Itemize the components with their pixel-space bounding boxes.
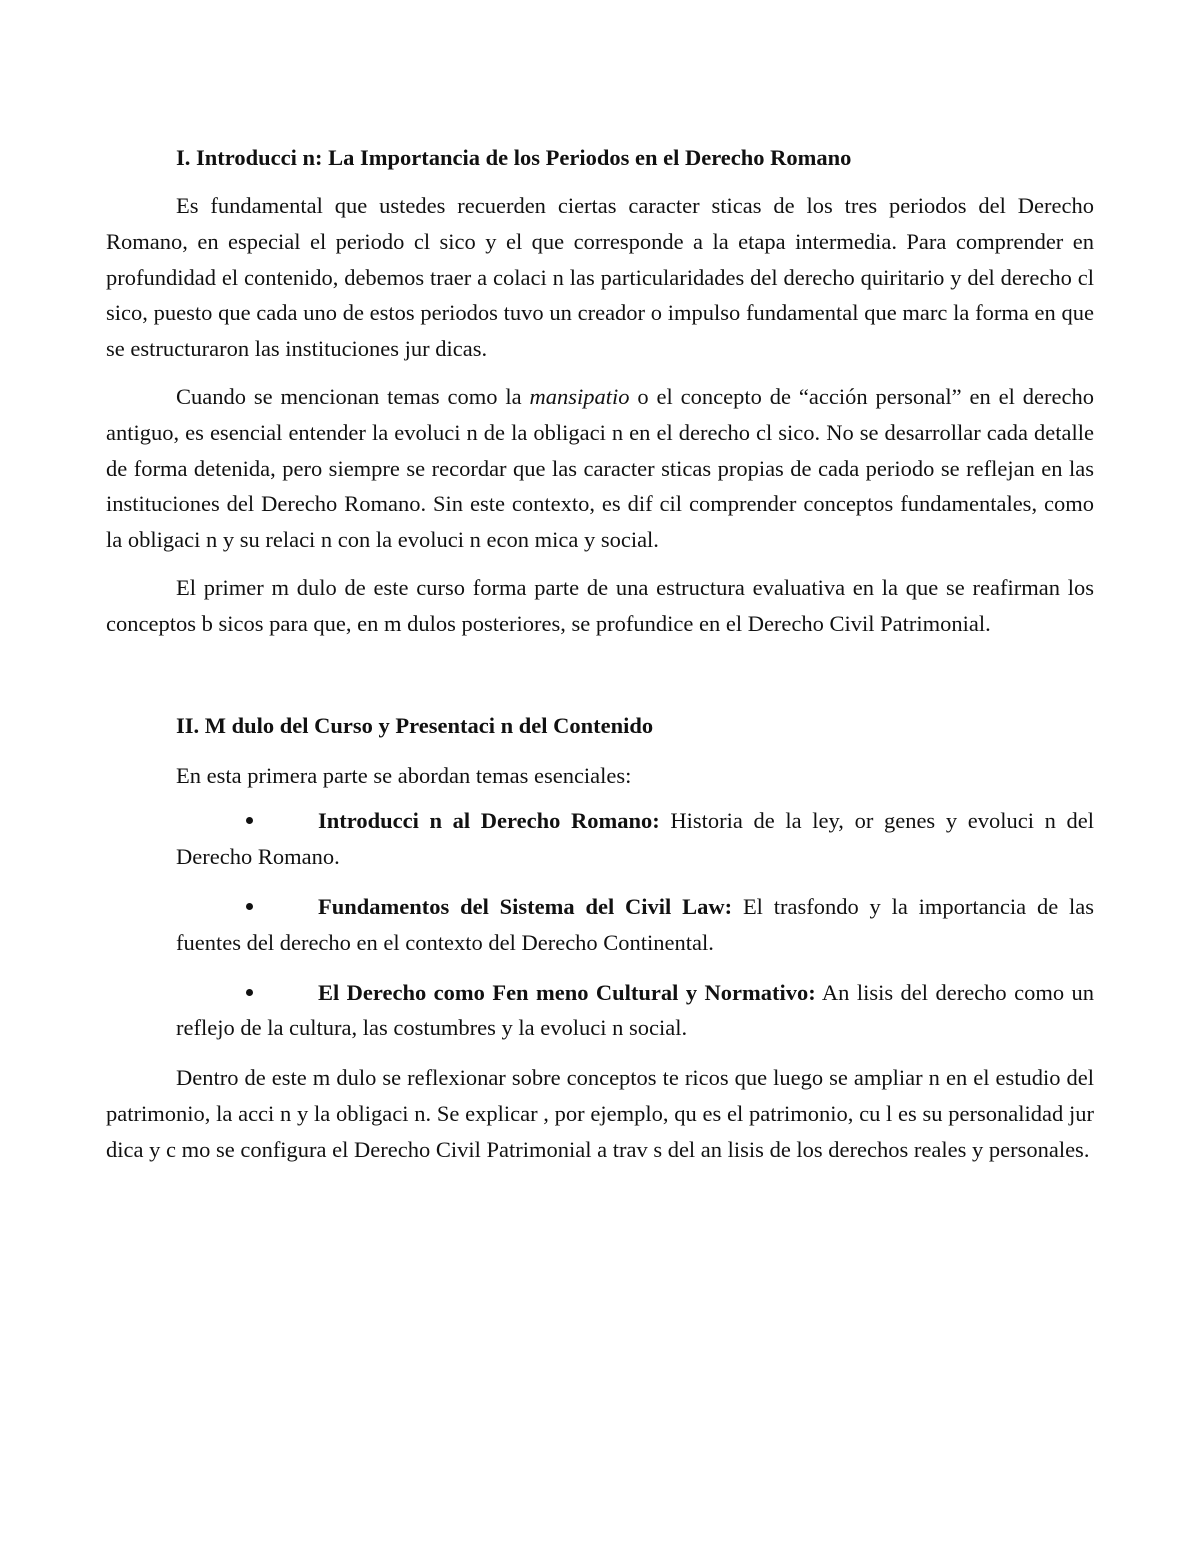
list-item (176, 975, 1094, 1047)
section-2-intro: En esta primera parte se abordan temas esenciales: (176, 762, 632, 788)
mansipatio-term: mansipatio (529, 383, 630, 409)
list-item (176, 889, 1094, 961)
section-1-paragraph-3: El primer m dulo de este curso forma parte de una estructura evaluativa en la que se reafirman los conceptos b sicos para que, en m dulos posteriores, se profundice en el Derecho Civil Patrimonial. (106, 574, 1094, 636)
list-item-title: Introducci n al Derecho Romano: (318, 808, 660, 834)
bullet-icon (246, 817, 253, 824)
section-spacer (106, 654, 1094, 706)
list-item-title: El Derecho como Fen meno Cultural y Normativo: (318, 979, 816, 1005)
bullet-icon (246, 903, 253, 910)
section-1-paragraph-2 (106, 379, 1094, 558)
section-2-paragraph-final: Dentro de este m dulo se reflexionar sobre conceptos te ricos que luego se ampliar n en el estudio del patrimonio, la acci n y la obligaci n. Se explicar , por ejemplo, qu es el patrimonio, cu l es su personalidad jur dica y c mo se configura el Derecho Civil Patrimonial a trav s del an lisis de los derechos reales y personales. (106, 1065, 1094, 1162)
list-item-text: Historia de la ley, or genes y evoluci n del Derecho Romano. (176, 808, 1094, 870)
paragraph-2-rest: o el concepto de “acción personal” en el derecho antiguo, es esencial entender la evoluci n de la obligaci n en el derecho cl sico. No se desarrollar cada detalle de forma detenida, pero siempre se recordar que las caracter sticas propias de cada periodo se reflejan en las instituciones del Derecho Romano. Sin este contexto, es dif cil comprender conceptos fundamentales, como la obligaci n y su relaci n con la evoluci n econ mica y social. (106, 383, 1094, 553)
list-item-text: El trasfondo y la importancia de las fuentes del derecho en el contexto del Derecho Continental. (176, 893, 1094, 955)
list-item-text: An lisis del derecho como un reflejo de la cultura, las costumbres y la evoluci n social. (176, 979, 1095, 1041)
section-1-heading: I. Introducci n: La Importancia de los Periodos en el Derecho Romano (176, 145, 852, 170)
topics-list (106, 803, 1094, 1046)
paragraph-2-lead: Cuando se mencionan temas como la (176, 383, 530, 409)
list-item (176, 803, 1094, 875)
document-page (106, 138, 1094, 1180)
bullet-icon (246, 989, 253, 996)
section-2-heading: II. M dulo del Curso y Presentaci n del Contenido (176, 712, 654, 738)
list-item-title: Fundamentos del Sistema del Civil Law: (318, 893, 733, 919)
section-1-paragraph-1: Es fundamental que ustedes recuerden ciertas caracter sticas de los tres periodos del Derecho Romano, en especial el periodo cl sico y el que corresponde a la etapa intermedia. Para comprender en profundidad el contenido, debemos traer a colaci n las particularidades del derecho quiritario y del derecho cl sico, puesto que cada uno de estos periodos tuvo un creador o impulso fundamental que marc la forma en que se estructuraron las instituciones jur dicas. (106, 193, 1094, 362)
